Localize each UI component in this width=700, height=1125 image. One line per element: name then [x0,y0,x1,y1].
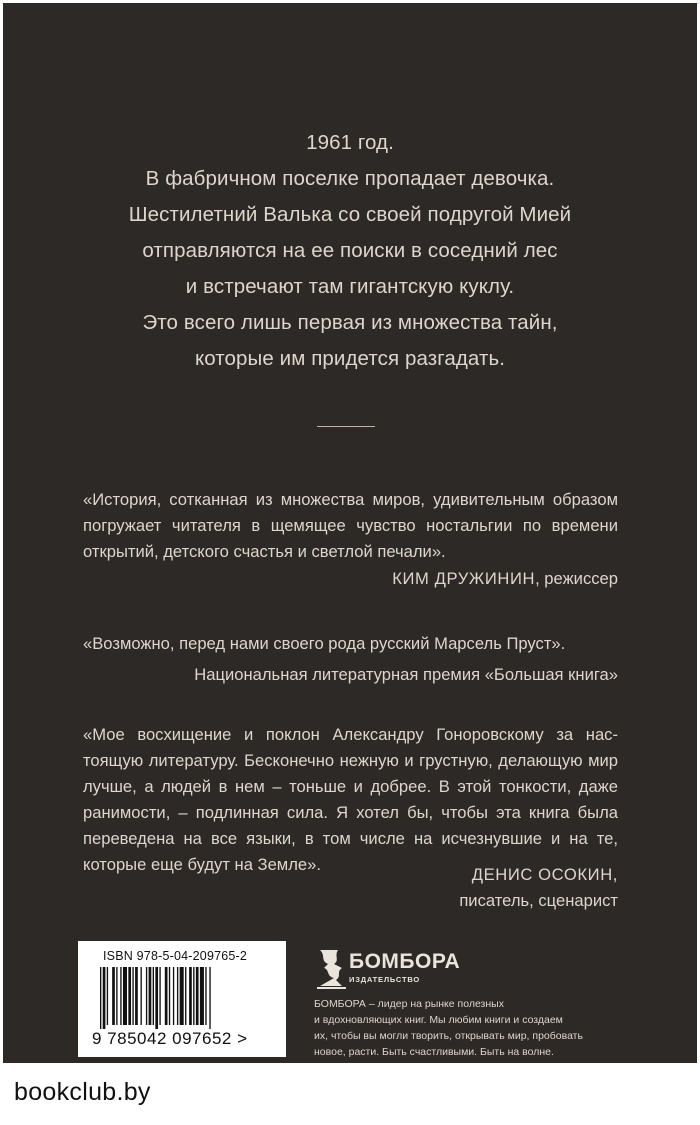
publisher-name: БОМБОРА [349,950,461,973]
barcode-bar [189,967,192,1025]
barcode-bar [165,967,168,1025]
barcode-bar [141,967,142,1025]
quote-line: «Возможно, перед нами своего рода русский Марсель Пруст». [83,634,566,653]
quote-2-attribution [194,662,618,688]
barcode-bar [128,967,131,1025]
blurb-line: 1961 год. [306,131,394,154]
publisher-description-line: БОМБОРА – лидер на рынке полезных [314,998,504,1010]
quote-line: ранимости, – подлинная сила. Я хотел бы, чтобы эта книга была [83,803,618,822]
quote-1-attribution [392,566,618,592]
quote-author: ДЕНИС ОСОКИН, [471,865,618,884]
barcode-bar [116,967,117,1025]
barcode-bar [196,967,199,1025]
quote-1 [83,487,618,565]
barcode-bar [146,967,147,1025]
barcode-bar [185,967,186,1025]
barcode-bar [180,967,184,1025]
barcode-bar [209,967,210,1029]
barcode-bar [173,967,174,1025]
publisher-description-line: и вдохновляющих книг. Мы любим книги и создаем [314,1014,563,1026]
blurb [60,125,640,377]
ean-digits: 9 785042 097652 > [92,1029,248,1048]
quote-source: Национальная литературная премия «Большая книга» [194,665,618,684]
barcode-bar [149,967,152,1025]
barcode-bar [153,967,154,1025]
blurb-line: В фабричном поселке пропадает девочка. [145,167,555,190]
quote-author: КИМ ДРУЖИНИН [392,569,536,588]
publisher-description [314,996,584,1060]
blurb-line: Это всего лишь первая из множества тайн, [142,311,558,334]
barcode-bar [155,967,158,1029]
site-watermark: bookclub.by [14,1078,151,1106]
isbn-number: ISBN 978-5-04-209765-2 [103,949,248,963]
barcode-bar [177,967,178,1025]
divider [317,426,375,427]
footer-watermark [0,1063,700,1125]
blurb-line: которые им придется разгадать. [194,347,506,370]
quote-3 [83,722,618,878]
barcode-bars [98,967,268,1029]
quote-line: лучше, а людей в нем – тоньше и добрее. В этой тонкости, даже [83,777,618,796]
barcode-bar [100,967,101,1029]
barcode-bar [120,967,121,1025]
publisher-subtitle: ИЗДАТЕЛЬСТВО [349,975,420,984]
blurb-line: и встречают там гигантскую куклу. [185,275,515,298]
publisher-description-line: их, чтобы вы могли творить, открывать мир, пробовать [314,1030,583,1042]
isbn-barcode [78,941,286,1057]
quote-line: открытий, детского счастья и светлой печали». [83,542,446,561]
quote-line: погружает читателя в щемящее чувство ностальгии по времени [83,516,618,535]
barcode-bar [159,967,160,1025]
barcode-bar [123,967,127,1025]
barcode-bar [103,967,106,1029]
quote-line: «Мое восхищение и поклон Александру Гоноровскому за нас- [83,725,618,744]
barcode-bar [193,967,194,1025]
quote-line: переведена на все языки, в том числе на исчезнувшие и на те, [83,829,618,848]
blurb-line: отправляются на ее поиски в соседний лес [142,239,558,262]
quote-author-role: , режиссер [535,569,618,588]
quote-line: которые еще будут на Земле». [83,855,321,874]
barcode-bar [135,967,138,1025]
barcode-bar [169,967,170,1025]
publisher-description-line: новое, расти. Быть счастливыми. Быть на волне. [314,1046,554,1058]
quote-2 [83,631,618,657]
quote-line: «История, сотканная из множества миров, удивительным образом [83,490,618,509]
barcode-bar [112,967,115,1025]
barcode-bar [205,967,206,1025]
barcode-bar [200,967,204,1025]
quote-line: тоящую литературу. Бесконечно нежную и грустную, делающую мир [83,751,618,770]
barcode-bar [107,967,108,1025]
barcode-bar [132,967,133,1025]
quote-author-role: писатель, сценарист [459,891,618,910]
blurb-line: Шестилетний Валька со своей подругой Мией [128,203,572,226]
quote-3-attribution [459,862,618,914]
